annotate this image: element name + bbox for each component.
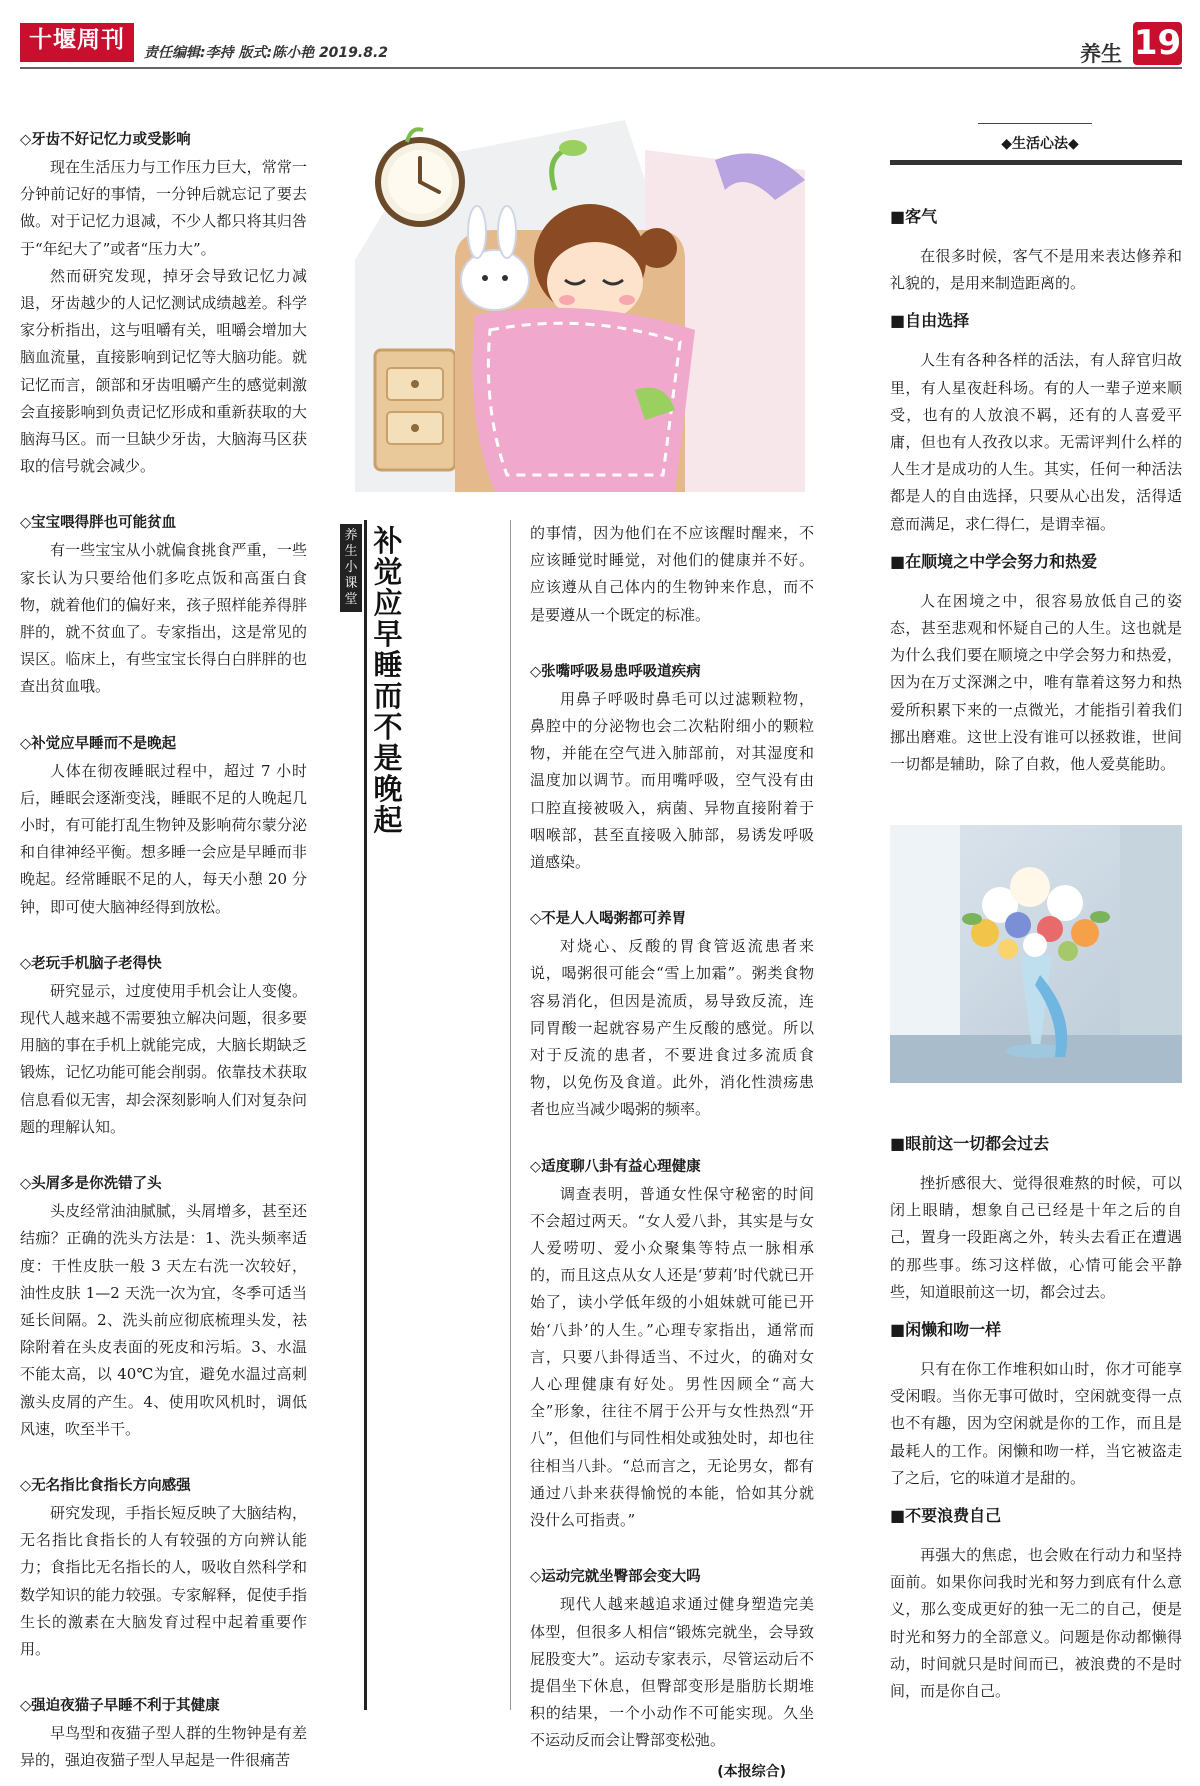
paragraph: 人体在彻夜睡眠过程中，超过 7 小时后，睡眠会逐渐变浅，睡眠不足的人晚起几小时，有可能打乱生物钟及影响荷尔蒙分泌和自律神经平衡。想多睡一会应是早睡而非晚起。经常睡眠不足的人，每天小憩 20 分钟，即可使大脑神经得到放松。	[20, 761, 307, 916]
section-heading: ◇头屑多是你洗错了头	[20, 1176, 162, 1193]
article-section	[20, 1474, 307, 1663]
article-section	[20, 1172, 307, 1443]
section-heading: ◇补觉应早睡而不是晚起	[20, 735, 177, 752]
main-title-char: 应	[373, 586, 403, 620]
main-title-char: 觉	[373, 555, 403, 589]
paragraph: 研究显示，过度使用手机会让人变傻。现代人越来越不需要独立解决问题，很多要用脑的事在手机上就能完成，大脑长期缺乏锻炼，记忆功能可能会削弱。依靠技术获取信息看似无害，却会深刻影响人们对复杂问题的理解认知。	[20, 981, 307, 1136]
main-title-char: 是	[373, 741, 403, 775]
article-section	[530, 520, 814, 629]
column-tag-char: 养	[344, 528, 358, 543]
section-heading: ◇强迫夜猫子早睡不利于其健康	[20, 1698, 220, 1715]
column-tag-char: 堂	[344, 592, 358, 607]
life-section	[890, 548, 1182, 778]
editor-line: 责任编辑:李持 版式:陈小艳 2019.8.2	[144, 45, 389, 61]
middle-column	[530, 520, 814, 1786]
article-section	[530, 1565, 814, 1754]
article-section	[20, 1694, 307, 1774]
paragraph: 有一些宝宝从小就偏食挑食严重，一些家长认为只要给他们多吃点饭和高蛋白食物，就着他们的偏好来，孩子照样能养得胖胖的，就不贫血了。专家指出，这是常见的误区。临床上，有些宝宝长得白白胖胖的也查出贫血哦。	[20, 541, 307, 696]
section-heading: ◇宝宝喂得胖也可能贫血	[20, 515, 177, 532]
paragraph: 用鼻子呼吸时鼻毛可以过滤颗粒物，鼻腔中的分泌物也会二次粘附细小的颗粒物，并能在空气进入肺部前，对其湿度和温度加以调节。而用嘴呼吸，空气没有由口腔直接被吸入，病菌、异物直接附着于咽喉部，甚至直接吸入肺部，易诱发呼吸道感染。	[530, 689, 814, 872]
page-number-badge: 19	[1133, 23, 1182, 63]
paragraph: 头皮经常油油腻腻，头屑增多，甚至还结痂？正确的洗头方法是：1、洗头频率适度：干性皮肤一般 3 天左右洗一次较好，油性皮肤 1—2 天洗一次为宜，冬季可适当延长间隔。2、洗头前应彻底梳理头发，祛除附着在头皮表面的死皮和污垢。3、水温不能太高，以 40℃为宜，避免水温过高刺激头皮屑的产生。4、使用吹风机时，调低风速，吹至半干。	[20, 1202, 307, 1438]
section-heading: ■在顺境之中学会努力和热爱	[890, 551, 1098, 571]
paragraph: 再强大的焦虑，也会败在行动力和坚持面前。如果你问我时光和努力到底有什么意义，那么变成更好的独一无二的自己，便是时光和努力的全部意义。问题是你动都懒得动，时间就只是时间而已，被浪费的不是时间，而是你自己。	[890, 1546, 1182, 1701]
section-heading: ■闲懒和吻一样	[890, 1320, 1002, 1340]
article-section	[20, 732, 307, 921]
section-heading: ■客气	[890, 207, 938, 226]
paragraph: 人生有各种各样的活法，有人辞官归故里，有人星夜赶科场。有的人一辈子逆来顺受，也有的人放浪不羁，还有的人喜爱平庸，但也有人孜孜以求。无需评判什么样的人生才是成功的人生。其实，任何一种活法都是人的自由选择，只要从心出发，活得适意而满足，求仁得仁，是谓幸福。	[890, 351, 1182, 533]
main-title-char: 晚	[373, 772, 403, 806]
section-name: 养生	[1080, 42, 1122, 66]
column-tag	[340, 524, 362, 612]
section-heading: ◇运动完就坐臀部会变大吗	[530, 1569, 701, 1586]
life-section	[890, 1130, 1182, 1306]
main-title	[370, 526, 406, 836]
section-heading: ◇无名指比食指长方向感强	[20, 1477, 191, 1494]
column-title-rule	[978, 123, 1092, 124]
section-heading: ◇适度聊八卦有益心理健康	[530, 1158, 701, 1175]
section-heading: ◇牙齿不好记忆力或受影响	[20, 132, 191, 148]
masthead-logo: 十堰周刊	[20, 23, 134, 57]
life-section	[890, 203, 1182, 297]
right-column-bottom	[890, 1130, 1182, 1705]
paragraph: 的事情，因为他们在不应该醒时醒来，不应该睡觉时睡觉，对他们的健康并不好。应该遵从自己体内的生物钟来作息，而不是要遵从一个既定的标准。	[530, 524, 814, 624]
life-section	[890, 307, 1182, 537]
column-divider	[510, 520, 511, 1710]
main-title-char: 起	[373, 803, 403, 837]
paragraph: 现代人越来越追求通过健身塑造完美体型，但很多人相信“锻炼完就坐，会导致屁股变大”。运动专家表示，尽管运动后不提倡坐下休息，但臀部变形是脂肪长期堆积的结果，一个小动作不可能实现。久坐不运动反而会让臀部变松弛。	[530, 1595, 814, 1750]
section-heading: ◇老玩手机脑子老得快	[20, 955, 162, 972]
life-section	[890, 1316, 1182, 1492]
header-rule	[20, 67, 1182, 69]
section-heading: ■不要浪费自己	[890, 1506, 1002, 1526]
main-title-char: 而	[373, 679, 403, 713]
masthead-underbar	[20, 57, 134, 62]
paragraph: 研究发现，手指长短反映了大脑结构，无名指比食指长的人有较强的方向辨认能力；食指比无名指长的人，吸收自然科学和数学知识的能力较强。专家解释，促使手指生长的激素在大脑发育过程中起着重要作用。	[20, 1503, 307, 1658]
paragraph: 挫折感很大、觉得很难熬的时候，可以闭上眼睛，想象自己已经是十年之后的自己，置身一段距离之外，转头去看正在遭遇的那些事。练习这样做，心情可能会平静些，知道眼前这一切，都会过去。	[890, 1174, 1182, 1301]
article-section	[530, 1155, 814, 1535]
paragraph: 早鸟型和夜猫子型人群的生物钟是有差异的，强迫夜猫子型人早起是一件很痛苦	[20, 1724, 307, 1770]
paragraph: 只有在你工作堆积如山时，你才可能享受闲暇。当你无事可做时，空闲就变得一点也不有趣，因为空闲就是你的工作，而且是最耗人的工作。闲懒和吻一样，当它被盗走了之后，它的味道才是甜的。	[890, 1360, 1182, 1487]
paragraph: 然而研究发现，掉牙会导致记忆力减退，牙齿越少的人记忆测试成绩越差。科学家分析指出，这与咀嚼有关，咀嚼会增加大脑血流量，直接影响到记忆等大脑功能。就记忆而言，颌部和牙齿咀嚼产生的感觉刺激会直接影响到负责记忆形成和重新获取的大脑海马区。而一旦缺少牙齿，大脑海马区获取的信号就会减少。	[20, 266, 307, 476]
section-heading: ■眼前这一切都会过去	[890, 1134, 1050, 1153]
section-heading: ■自由选择	[890, 311, 970, 331]
column-title-thick-rule	[890, 160, 1182, 165]
column-tag-char: 生	[344, 544, 358, 559]
sleeping-girl-illustration	[345, 120, 815, 492]
main-title-char: 不	[373, 710, 403, 744]
flower-vase-photo	[890, 825, 1182, 1083]
paragraph: 在很多时候，客气不是用来表达修养和礼貌的，是用来制造距离的。	[890, 247, 1182, 293]
paragraph: 对烧心、反酸的胃食管返流患者来说，喝粥很可能会“雪上加霜”。粥类食物容易消化，但因是流质，易导致反流，连同胃酸一起就容易产生反酸的感觉。所以对于反流的患者，不要进食过多流质食物，以免伤及食道。此外，消化性溃疡患者也应当减少喝粥的频率。	[530, 937, 814, 1119]
main-title-char: 睡	[373, 648, 403, 682]
article-section	[20, 511, 307, 700]
source-note: (本报综合)	[717, 1763, 786, 1780]
column-tag-char: 课	[344, 576, 358, 591]
column-title: ◆生活心法◆	[1001, 136, 1079, 152]
paragraph: 人在困境之中，很容易放低自己的姿态，甚至悲观和怀疑自己的人生。这也就是为什么我们要在顺境之中学会努力和热爱，因为在万丈深渊之中，唯有靠着这努力和热爱所积累下来的一点微光，才能指引着我们挪出磨难。这世上没有谁可以拯救谁，世间一切都是辅助，除了自救，他人爱莫能助。	[890, 591, 1182, 774]
section-heading: ◇不是人人喝粥都可养胃	[530, 911, 687, 928]
paragraph: 现在生活压力与工作压力巨大，常常一分钟前记好的事情，一分钟后就忘记了要去做。对于记忆力退减，不少人都只将其归咎于“年纪大了”或者“压力大”。	[20, 158, 307, 258]
article-section	[20, 128, 307, 480]
right-column-top	[890, 203, 1182, 788]
main-title-char: 早	[373, 617, 403, 651]
paragraph: 调查表明，普通女性保守秘密的时间不会超过两天。“女人爱八卦，其实是与女人爱唠叨、爱小众聚集等特点一脉相承的，而且这点从女人还是‘萝莉’时代就已开始了，读小学低年级的小姐妹就可能已开始‘八卦’的人生。”心理专家指出，通常而言，只要八卦得适当、不过火，的确对女人心理健康有好处。男性因顾全“高大全”形象，往往不屑于公开与女性热烈“开八”，但他们与同性相处或独处时，却也往往相当八卦。“总而言之，无论男女，都有通过八卦来获得愉悦的本能，恰如其分就没什么可指责。”	[530, 1184, 814, 1530]
life-section	[890, 1502, 1182, 1705]
article-section	[20, 952, 307, 1141]
column-tag-char: 小	[344, 560, 358, 575]
title-vertical-rule	[364, 520, 367, 1710]
article-section	[530, 660, 814, 876]
section-heading: ◇张嘴呼吸易患呼吸道疾病	[530, 663, 701, 680]
main-title-char: 补	[373, 524, 403, 558]
article-section	[530, 907, 814, 1123]
left-column	[20, 128, 307, 1775]
